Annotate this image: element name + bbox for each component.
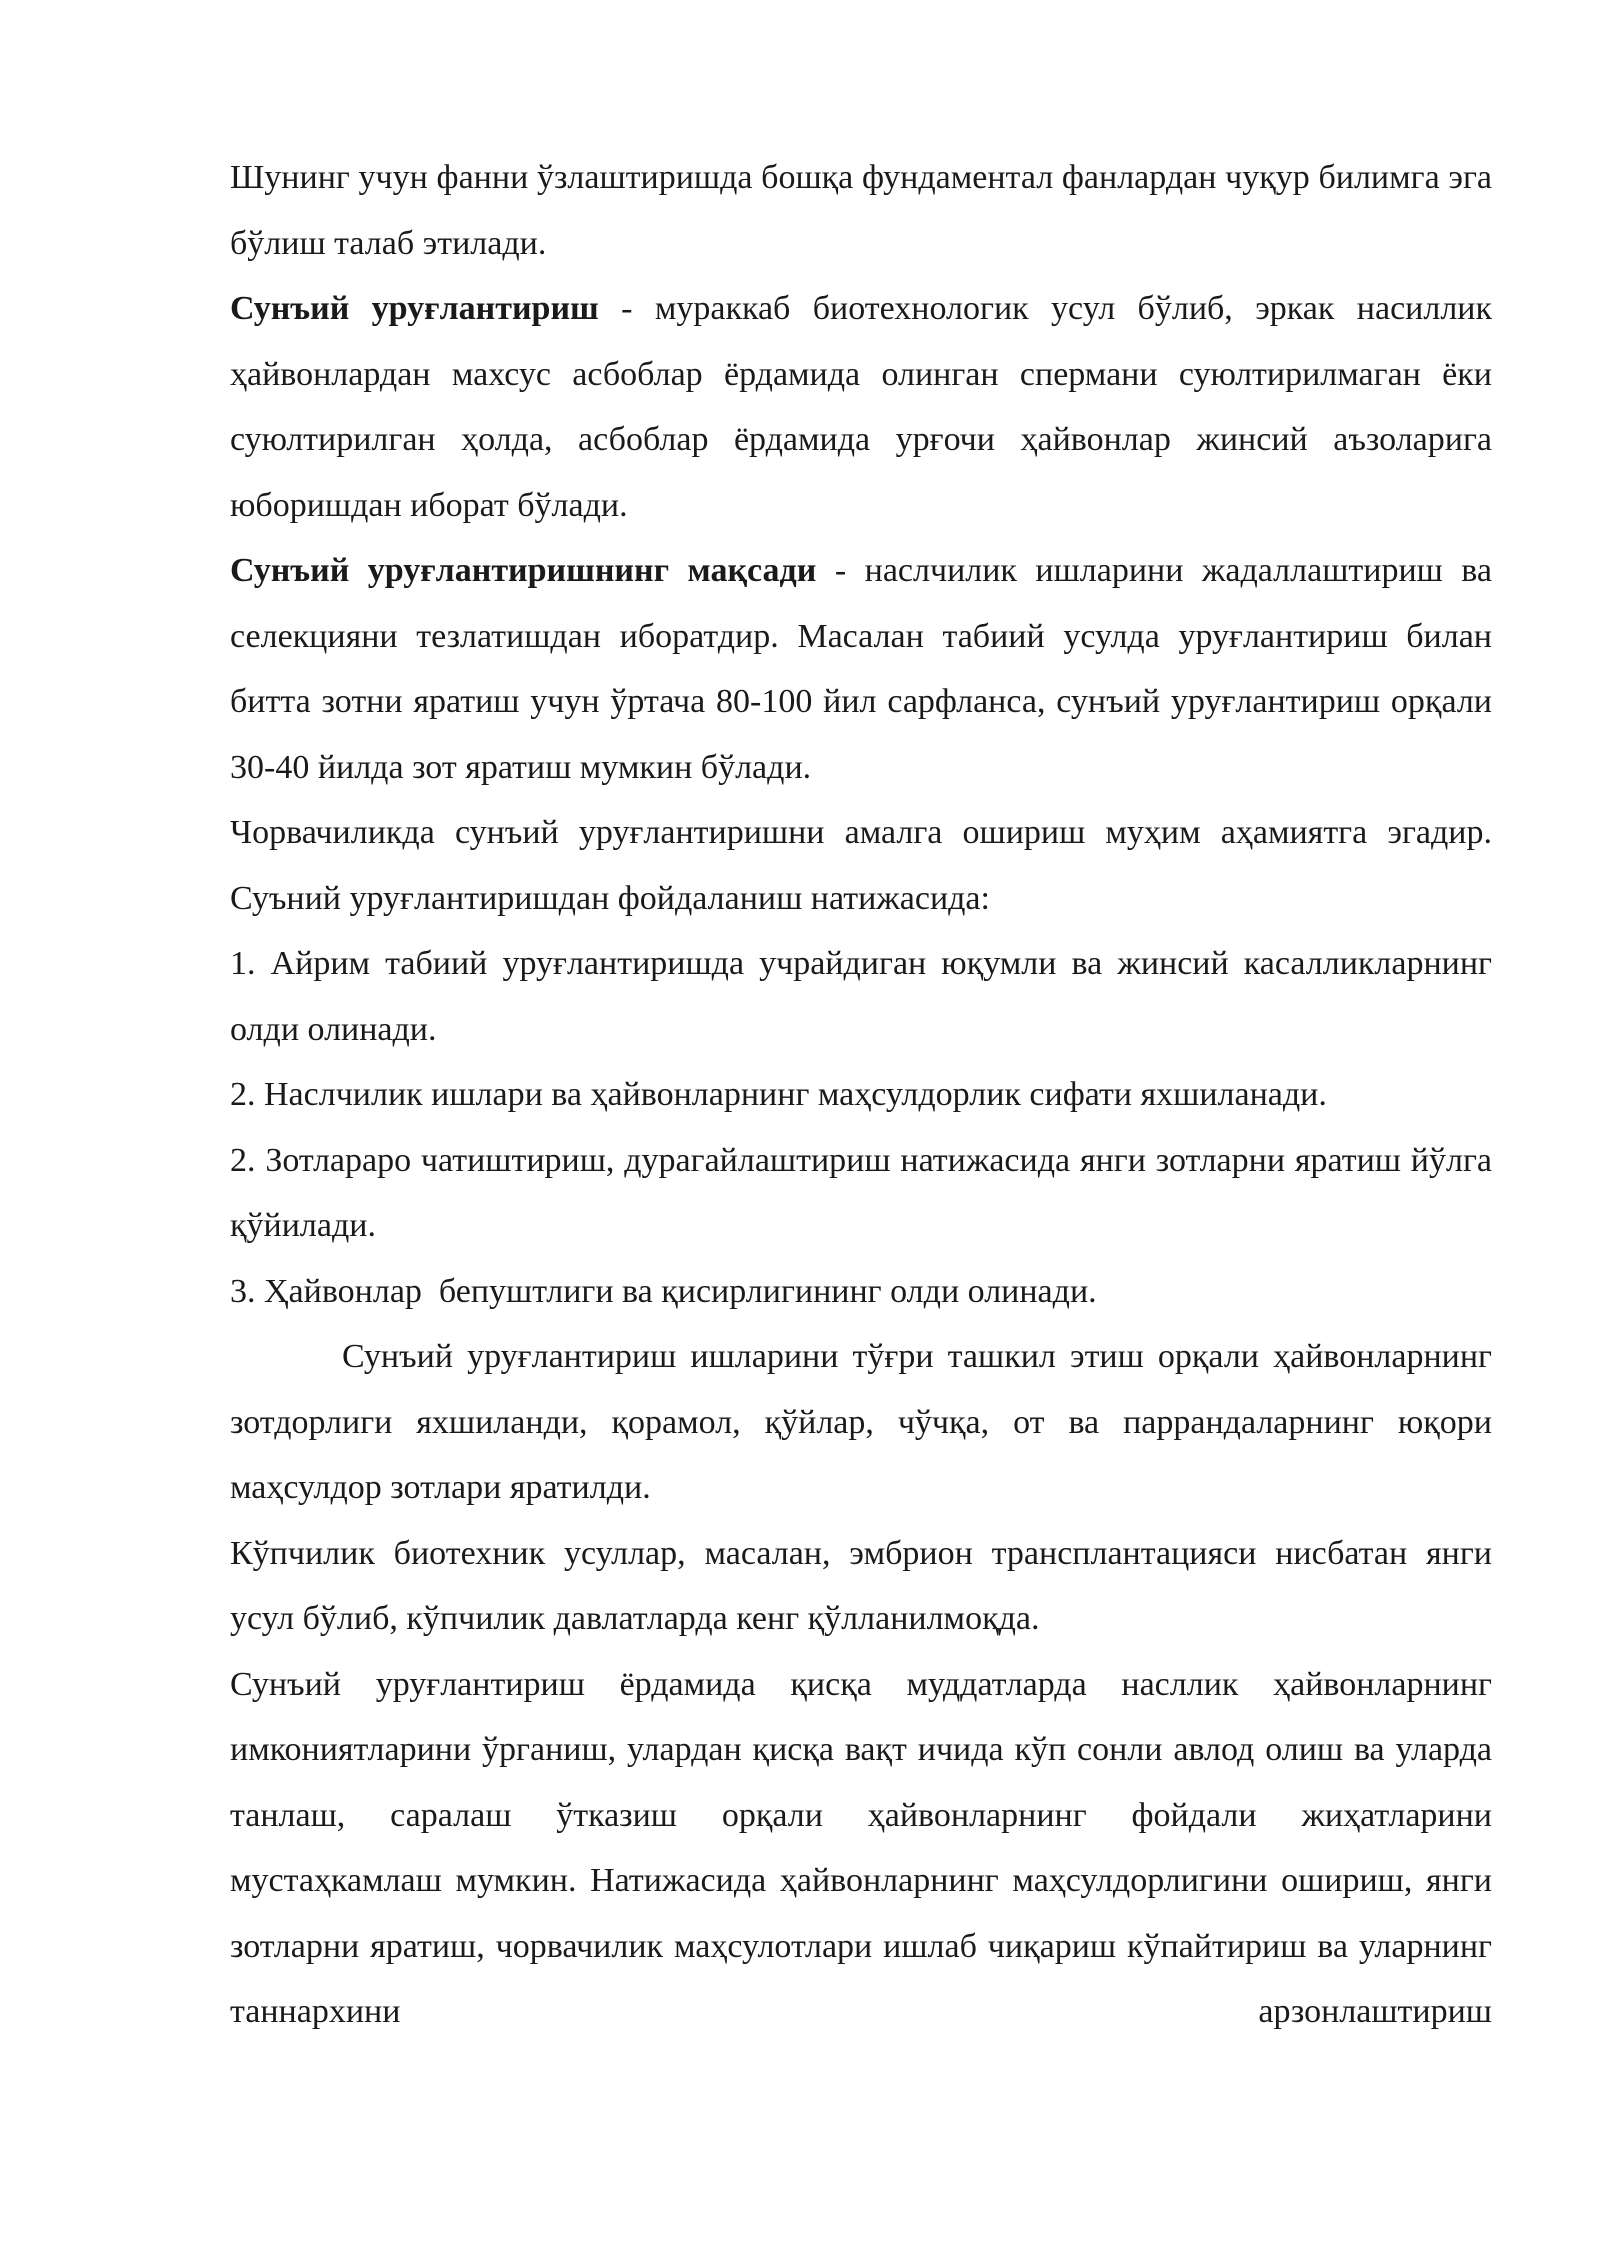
definition-text: - мураккаб биотехнологик усул бўлиб, эркак насиллик ҳайвонлардан махсус асбоблар ёрдамида олинган спермани суюлтирилмаган ёки суюлтирилган ҳолда, асбоблар ёрдамида урғочи ҳайвонлар жинсий аъзоларига юборишдан иборат бўлади. (230, 290, 1493, 524)
paragraph-advantages: Сунъий уруғлантириш ёрдамида қисқа муддатларда насллик ҳайвонларнинг имкониятларини ўрганиш, улардан қисқа вақт ичида кўп сонли авлод олиш ва уларда танлаш, саралаш ўтказиш орқали ҳайвонларнинг фойдали жиҳатларини мустаҳкамлаш мумкин. Натижасида ҳайвонларнинг маҳсулдорлигини ошириш, янги зотларни яратиш, чорвачилик маҳсулотлари ишлаб чиқариш кўпайтириш ва уларнинг таннархини арзонлаштириш (230, 1665, 1492, 2030)
list-item-1: 1. Айрим табиий уруғлантиришда учрайдиган юқумли ва жинсий касалликларнинг олди олинади. (230, 945, 1492, 1048)
paragraph-intro: Шунинг учун фанни ўзлаштиришда бошқа фундаментал фанлардан чуқур билимга эга бўлиш талаб этилади. (230, 159, 1492, 262)
list-item-4: 3. Ҳайвонлар бепуштлиги ва қисирлигининг олди олинади. (230, 1272, 1097, 1310)
term-purpose: Сунъий уруғлантиришнинг мақсади (230, 552, 817, 589)
paragraph-biotech-methods: Кўпчилик биотехник усуллар, масалан, эмбрион трансплантацияси нисбатан янги усул бўлиб, кўпчилик давлатларда кенг қўлланилмоқда. (230, 1534, 1492, 1637)
list-item-3: 2. Зотлараро чатиштириш, дурагайлаштириш натижасида янги зотларни яратиш йўлга қўйилади. (230, 1141, 1492, 1244)
list-item-2: 2. Наслчилик ишлари ва ҳайвонларнинг маҳсулдорлик сифати яхшиланади. (230, 1076, 1327, 1113)
paragraph-results: Сунъий уруғлантириш ишларини тўғри ташкил этиш орқали ҳайвонларнинг зотдорлиги яхшиланди, қорамол, қўйлар, чўчқа, от ва паррандаларнинг юқори маҳсулдор зотлари яратилди. (230, 1338, 1492, 1506)
paragraph-benefits-intro: Чорвачиликда сунъий уруғлантиришни амалга ошириш муҳим аҳамиятга эгадир. Суъний уруғлантиришдан фойдаланиш натижасида: (230, 814, 1492, 917)
paragraph-purpose (230, 538, 1492, 800)
term-artificial-insemination: Сунъий уруғлантириш (230, 290, 599, 327)
paragraph-definition (230, 276, 1492, 538)
purpose-text: - наслчилик ишларини жадаллаштириш ва селекцияни тезлатишдан иборатдир. Масалан табиий усулда уруғлантириш билан битта зотни яратиш учун ўртача 80-100 йил сарфланса, сунъий уруғлантириш орқали 30-40 йилда зот яратиш мумкин бўлади. (230, 552, 1492, 786)
document-page (230, 145, 1492, 2045)
